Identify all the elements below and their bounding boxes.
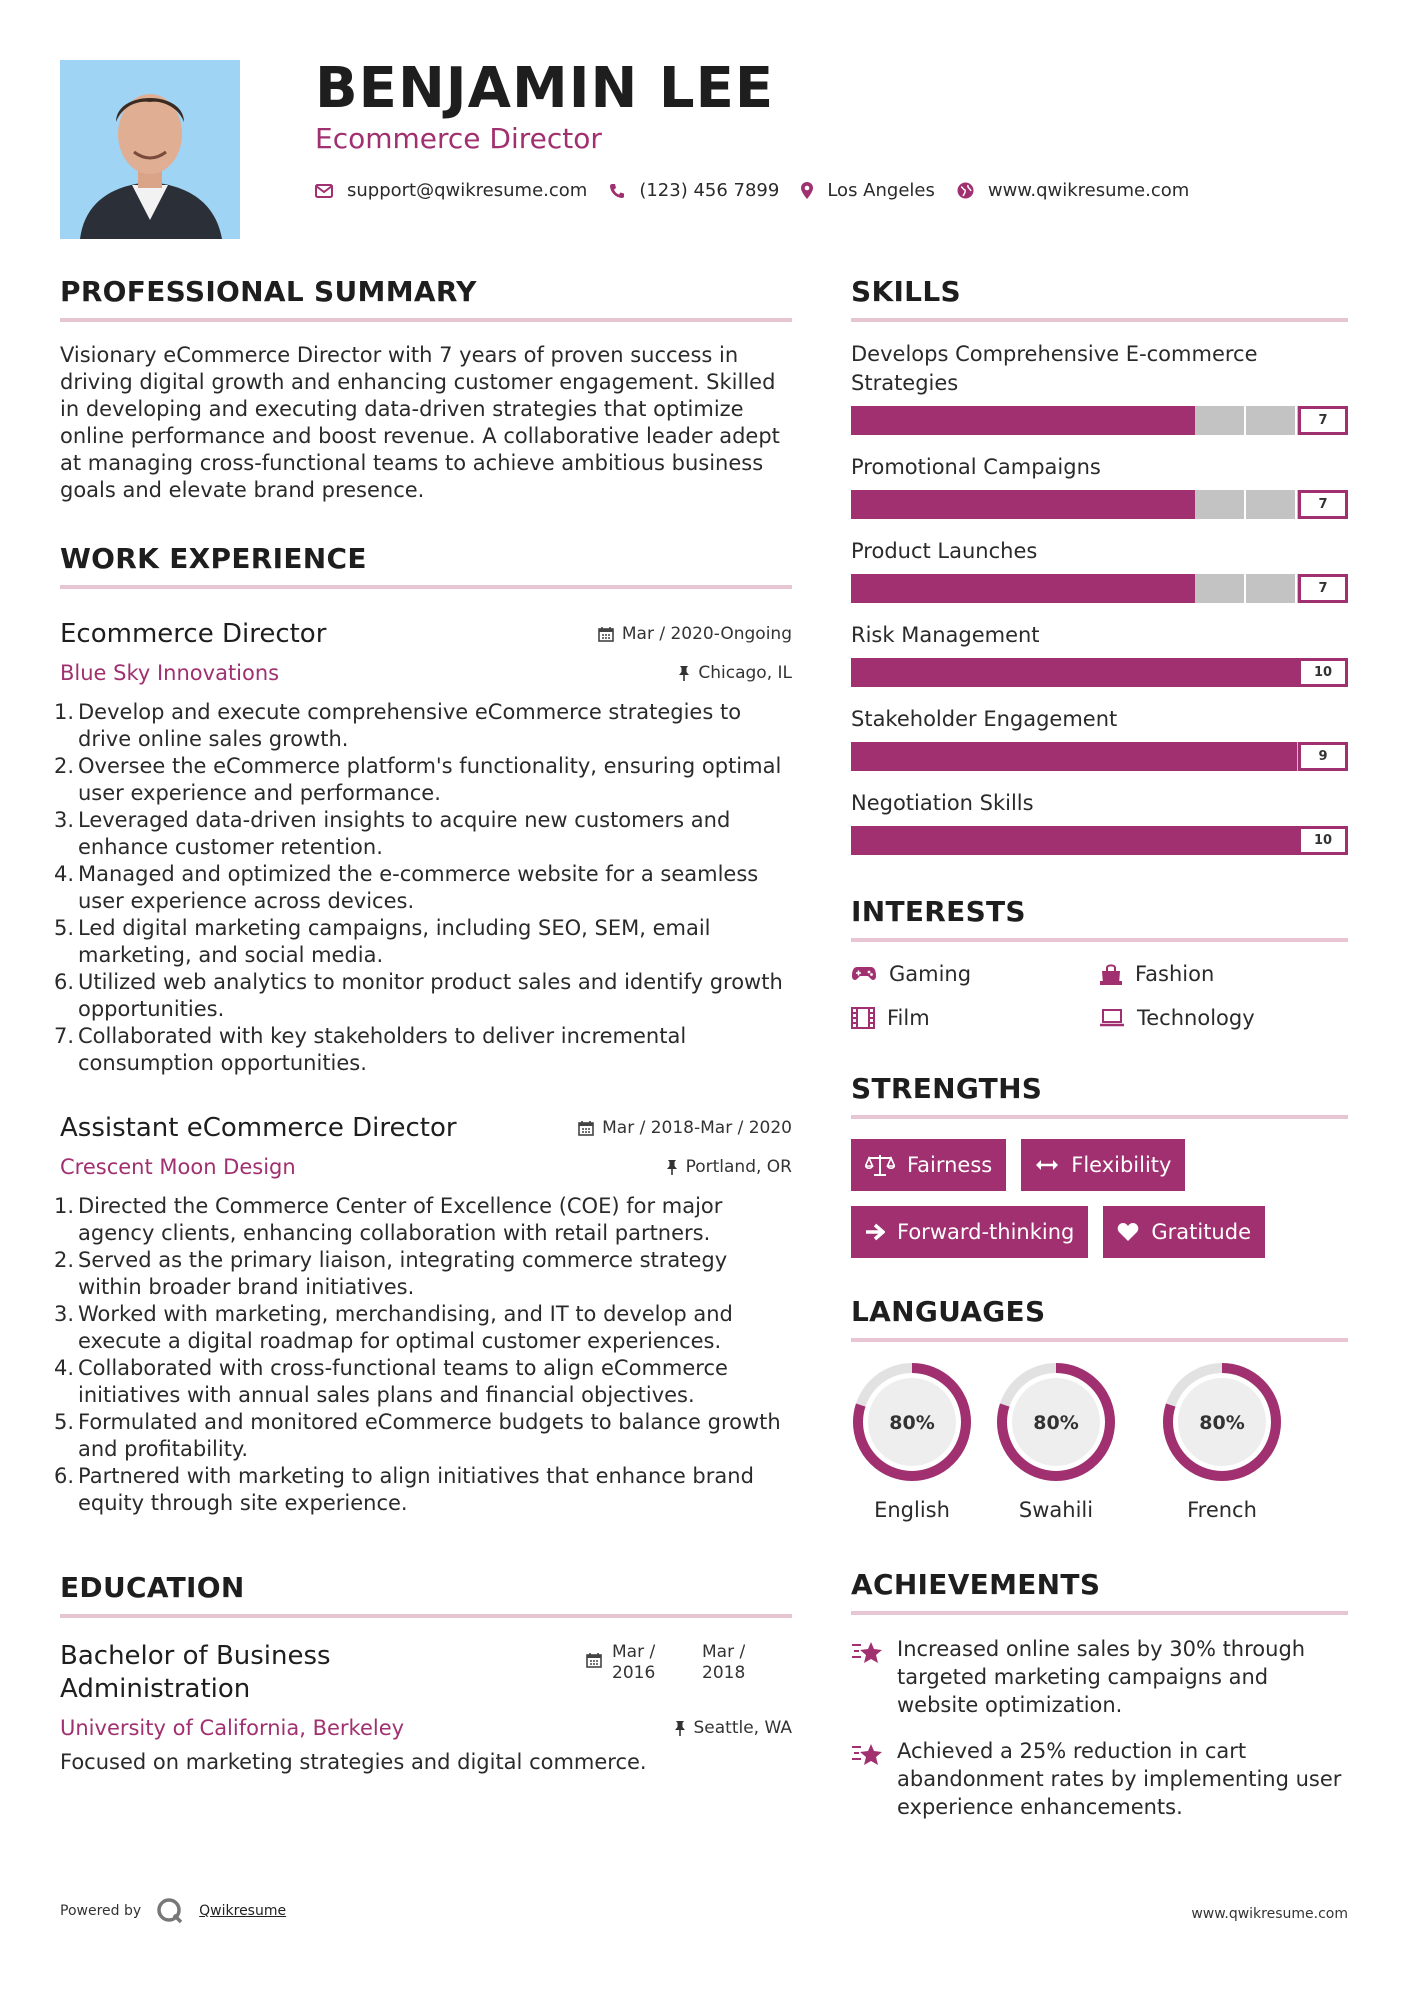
balance-scale-icon (865, 1154, 895, 1176)
language-level-label: 80% (889, 1412, 935, 1434)
section-divider (851, 938, 1348, 942)
skill-bar-filled-segment (1050, 826, 1100, 855)
education-dates (586, 1642, 792, 1706)
section-divider (851, 1115, 1348, 1119)
globe-icon (957, 182, 974, 199)
left-column (54, 275, 792, 1774)
section-title-achievements: ACHIEVEMENTS (851, 1568, 1101, 1601)
skill-bar-filled-segment (1247, 742, 1297, 771)
skills-list (851, 340, 1348, 855)
job-bullets (54, 1193, 792, 1517)
skill-bar-filled-segment (1000, 826, 1050, 855)
skill-item (851, 453, 1348, 519)
list-item: 1. Develop and execute comprehensive eCommerce strategies to drive online sales growth. (54, 700, 742, 751)
skill-bar-filled-segment (1096, 406, 1145, 435)
candidate-role: Ecommerce Director (315, 122, 602, 155)
shooting-star-icon (851, 1639, 885, 1665)
laptop-icon (1099, 1009, 1125, 1027)
interests-section (851, 895, 1348, 1030)
job-entry (54, 619, 792, 1077)
skill-bar-filled-segment (901, 826, 951, 855)
skill-bar-filled-segment (1249, 658, 1299, 687)
strength-tag: Gratitude (1103, 1206, 1265, 1258)
skill-bar-filled-segment (998, 574, 1047, 603)
education-location-text: Seattle, WA (693, 1718, 792, 1738)
section-divider (851, 318, 1348, 322)
skill-bar-filled-segment (1096, 574, 1145, 603)
section-title-experience: WORK EXPERIENCE (60, 542, 367, 575)
skill-bar (851, 406, 1348, 435)
section-title-education: EDUCATION (60, 1571, 245, 1604)
list-item: 4. Collaborated with cross-functional teams to align eCommerce initiatives with annual sales plans and financial objectives. (54, 1356, 728, 1407)
skill-bar (851, 574, 1348, 603)
envelope-icon (315, 184, 333, 198)
section-title-summary: PROFESSIONAL SUMMARY (60, 275, 477, 308)
interest-fashion: Fashion (1099, 962, 1347, 986)
footer-powered-by (60, 1896, 286, 1926)
skill-bar-filled-segment (950, 742, 1000, 771)
skill-bar-filled-segment (949, 406, 998, 435)
heart-icon (1117, 1222, 1139, 1242)
contact-bar (315, 180, 1211, 201)
skill-bar-filled-segment (900, 490, 949, 519)
job-dates (578, 1118, 792, 1138)
skill-bar-filled-segment (950, 658, 1000, 687)
skill-bar-filled-segment (900, 574, 949, 603)
education-start: Mar / 2016 (612, 1642, 656, 1683)
skill-bar-filled-segment (1146, 574, 1195, 603)
education-end: Mar / 2018 (702, 1642, 746, 1683)
strength-tag: Fairness (851, 1139, 1006, 1191)
skill-label: Product Launches (851, 539, 1038, 563)
skill-bar-filled-segment (1099, 742, 1149, 771)
skill-bar-filled-segment (851, 490, 900, 519)
candidate-name: BENJAMIN LEE (315, 56, 775, 121)
language-name: English (874, 1498, 950, 1522)
pin-icon (674, 1720, 686, 1736)
skills-section (851, 275, 1348, 855)
list-item: 5. Led digital marketing campaigns, including SEO, SEM, email marketing, and social media. (54, 916, 711, 967)
qwikresume-logo-icon (155, 1896, 185, 1926)
skill-item (851, 789, 1348, 855)
skill-bar-filled-segment (949, 574, 998, 603)
calendar-icon (578, 1120, 594, 1136)
skill-score: 7 (1298, 574, 1348, 603)
job-location-text: Portland, OR (685, 1157, 792, 1177)
skill-bar (851, 826, 1348, 855)
job-title: Assistant eCommerce Director (60, 1113, 457, 1143)
contact-website[interactable] (957, 180, 1189, 201)
strengths-section (851, 1072, 1348, 1273)
job-location (678, 663, 792, 683)
language-level-ring (1160, 1360, 1284, 1484)
skill-score: 9 (1298, 742, 1348, 771)
job-entry (54, 1113, 792, 1517)
skill-bar-filled-segment (1249, 826, 1299, 855)
achievements-section (851, 1568, 1348, 1821)
arrows-horizontal-icon (1035, 1159, 1059, 1171)
contact-phone[interactable] (609, 180, 779, 201)
calendar-icon (586, 1652, 602, 1668)
job-location-text: Chicago, IL (698, 663, 792, 683)
skill-label: Stakeholder Engagement (851, 707, 1118, 731)
section-title-skills: SKILLS (851, 275, 961, 308)
skill-bar-filled-segment (1100, 826, 1150, 855)
degree-title: Bachelor of Business Administration (60, 1641, 331, 1704)
interest-technology: Technology (1099, 1006, 1347, 1030)
languages-section (851, 1295, 1348, 1522)
summary-text: Visionary eCommerce Director with 7 years of proven success in driving digital growth and enhancing customer engagement. Skilled in developing and executing data-driven strategies that optimize online performance and boost revenue. A collaborative leader adept at managing cross-functional teams to achieve ambitious business goals and elevate brand presence. (60, 343, 780, 502)
education-description: Focused on marketing strategies and digital commerce. (60, 1750, 647, 1774)
skill-bar-filled-segment (1047, 574, 1096, 603)
skill-bar-filled-segment (901, 742, 951, 771)
job-dates (598, 624, 792, 644)
skill-bar-filled-segment (851, 406, 900, 435)
company-name: Crescent Moon Design (60, 1155, 296, 1179)
list-item: 2. Oversee the eCommerce platform's functionality, ensuring optimal user experience and performance. (54, 754, 782, 805)
skill-label: Promotional Campaigns (851, 455, 1101, 479)
job-title: Ecommerce Director (60, 619, 327, 649)
shopping-bag-icon (1099, 963, 1123, 985)
skill-bar (851, 742, 1348, 771)
skill-bar-filled-segment (998, 406, 1047, 435)
skill-bar-filled-segment (1146, 490, 1195, 519)
email-text: support@qwikresume.com (347, 180, 588, 201)
language-name: French (1187, 1498, 1257, 1522)
list-item: 5. Formulated and monitored eCommerce budgets to balance growth and profitability. (54, 1410, 781, 1461)
skill-bar-empty-segment (1195, 490, 1244, 519)
languages-list (851, 1360, 1348, 1522)
language-level-label: 80% (1033, 1412, 1079, 1434)
section-title-languages: LANGUAGES (851, 1295, 1046, 1328)
skill-bar-empty-segment (1195, 574, 1244, 603)
section-title-strengths: STRENGTHS (851, 1072, 1043, 1105)
skill-score: 10 (1298, 826, 1348, 855)
skill-bar-empty-segment (1246, 574, 1295, 603)
job-dates-text: Mar / 2018-Mar / 2020 (602, 1118, 792, 1138)
language-level-label: 80% (1199, 1412, 1245, 1434)
right-column (851, 275, 1348, 1839)
phone-text: (123) 456 7899 (639, 180, 780, 201)
skill-bar-filled-segment (900, 406, 949, 435)
skill-bar-filled-segment (1146, 406, 1195, 435)
skill-label: Negotiation Skills (851, 791, 1034, 815)
job-location (666, 1157, 792, 1177)
section-title-interests: INTERESTS (851, 895, 1026, 928)
skill-bar-filled-segment (1149, 658, 1199, 687)
skill-bar-filled-segment (1047, 490, 1096, 519)
map-marker-icon (801, 182, 813, 199)
language-name: Swahili (1018, 1498, 1094, 1522)
skill-bar-filled-segment (851, 826, 901, 855)
footer-website[interactable]: www.qwikresume.com (1191, 1906, 1348, 1922)
location-text: Los Angeles (827, 180, 935, 201)
skill-bar-filled-segment (950, 826, 1000, 855)
list-item: 3. Worked with marketing, merchandising, and IT to develop and execute a digital roadmap for optimal customer experiences. (54, 1302, 733, 1353)
skill-bar-filled-segment (1000, 658, 1050, 687)
skill-bar-filled-segment (1199, 826, 1249, 855)
website-text[interactable]: www.qwikresume.com (987, 180, 1190, 201)
phone-icon (609, 183, 625, 199)
skill-bar-filled-segment (1047, 406, 1096, 435)
skill-bar-filled-segment (851, 742, 901, 771)
skill-item (851, 537, 1348, 603)
shooting-star-icon (851, 1741, 885, 1767)
education-section (60, 1571, 792, 1774)
qwikresume-link[interactable]: Qwikresume (199, 1903, 287, 1919)
powered-by-label: Powered by (60, 1903, 142, 1919)
skill-bar (851, 490, 1348, 519)
skill-bar-filled-segment (1199, 658, 1249, 687)
language-item (973, 1360, 1139, 1522)
company-name: Blue Sky Innovations (60, 661, 280, 685)
arrow-right-icon (865, 1223, 885, 1241)
skill-bar-filled-segment (1149, 826, 1199, 855)
skill-bar-filled-segment (998, 490, 1047, 519)
job-dates-text: Mar / 2020-Ongoing (621, 624, 792, 644)
section-divider (60, 318, 792, 322)
skill-bar-filled-segment (851, 574, 900, 603)
skill-score: 7 (1298, 406, 1348, 435)
skill-bar-filled-segment (949, 490, 998, 519)
list-item: 1. Directed the Commerce Center of Excellence (COE) for major agency clients, enhancing collaboration with retail partners. (54, 1194, 723, 1245)
achievement-item: Increased online sales by 30% through targeted marketing campaigns and website optimization. (851, 1635, 1348, 1719)
section-divider (851, 1338, 1348, 1342)
skill-score: 10 (1298, 658, 1348, 687)
skill-item (851, 621, 1348, 687)
skill-item (851, 340, 1348, 435)
skill-bar-filled-segment (851, 658, 901, 687)
profile-photo (60, 60, 240, 239)
skill-bar-empty-segment (1246, 406, 1295, 435)
skill-bar-filled-segment (1049, 742, 1099, 771)
list-item: 6. Partnered with marketing to align initiatives that enhance brand equity through site experience. (54, 1464, 754, 1515)
contact-location (801, 180, 935, 201)
skill-bar-filled-segment (1000, 742, 1050, 771)
film-icon (851, 1007, 875, 1029)
skill-bar-filled-segment (1148, 742, 1198, 771)
skill-bar-filled-segment (1198, 742, 1248, 771)
section-divider (60, 585, 792, 589)
skill-label: Risk Management (851, 623, 1040, 647)
list-item: 3. Leveraged data-driven insights to acquire new customers and enhance customer retention. (54, 808, 731, 859)
skill-item (851, 705, 1348, 771)
calendar-icon (598, 626, 614, 642)
skill-bar-filled-segment (901, 658, 951, 687)
language-item (851, 1360, 973, 1522)
education-location (674, 1718, 793, 1738)
skill-bar (851, 658, 1348, 687)
summary-section (60, 275, 792, 504)
skill-bar-filled-segment (1050, 658, 1100, 687)
list-item: 4. Managed and optimized the e-commerce website for a seamless user experience across devices. (54, 862, 759, 913)
pin-icon (678, 665, 690, 681)
list-item: 7. Collaborated with key stakeholders to deliver incremental consumption opportunities. (54, 1024, 687, 1075)
skill-bar-filled-segment (1096, 490, 1145, 519)
achievement-item: Achieved a 25% reduction in cart abandonment rates by implementing user experience enhancements. (851, 1737, 1348, 1821)
skill-bar-empty-segment (1195, 406, 1244, 435)
skill-label: Develops Comprehensive E-commerce Strategies (851, 342, 1258, 395)
list-item: 6. Utilized web analytics to monitor product sales and identify growth opportunities. (54, 970, 783, 1021)
pin-icon (666, 1159, 678, 1175)
language-level-ring (850, 1360, 974, 1484)
interest-gaming: Gaming (851, 962, 1099, 986)
list-item: 2. Served as the primary liaison, integrating commerce strategy within broader brand initiatives. (54, 1248, 728, 1299)
job-bullets (54, 699, 792, 1077)
interest-film: Film (851, 1006, 1099, 1030)
language-level-ring (994, 1360, 1118, 1484)
strength-tag: Flexibility (1021, 1139, 1185, 1191)
school-name: University of California, Berkeley (60, 1716, 405, 1740)
strength-tag: Forward-thinking (851, 1206, 1088, 1258)
experience-section (54, 542, 792, 1517)
skill-bar-empty-segment (1246, 490, 1295, 519)
section-divider (851, 1611, 1348, 1615)
gamepad-icon (851, 966, 877, 982)
language-item (1139, 1360, 1305, 1522)
skill-bar-filled-segment (1100, 658, 1150, 687)
section-divider (60, 1614, 792, 1618)
contact-email[interactable] (315, 180, 587, 201)
skill-score: 7 (1298, 490, 1348, 519)
